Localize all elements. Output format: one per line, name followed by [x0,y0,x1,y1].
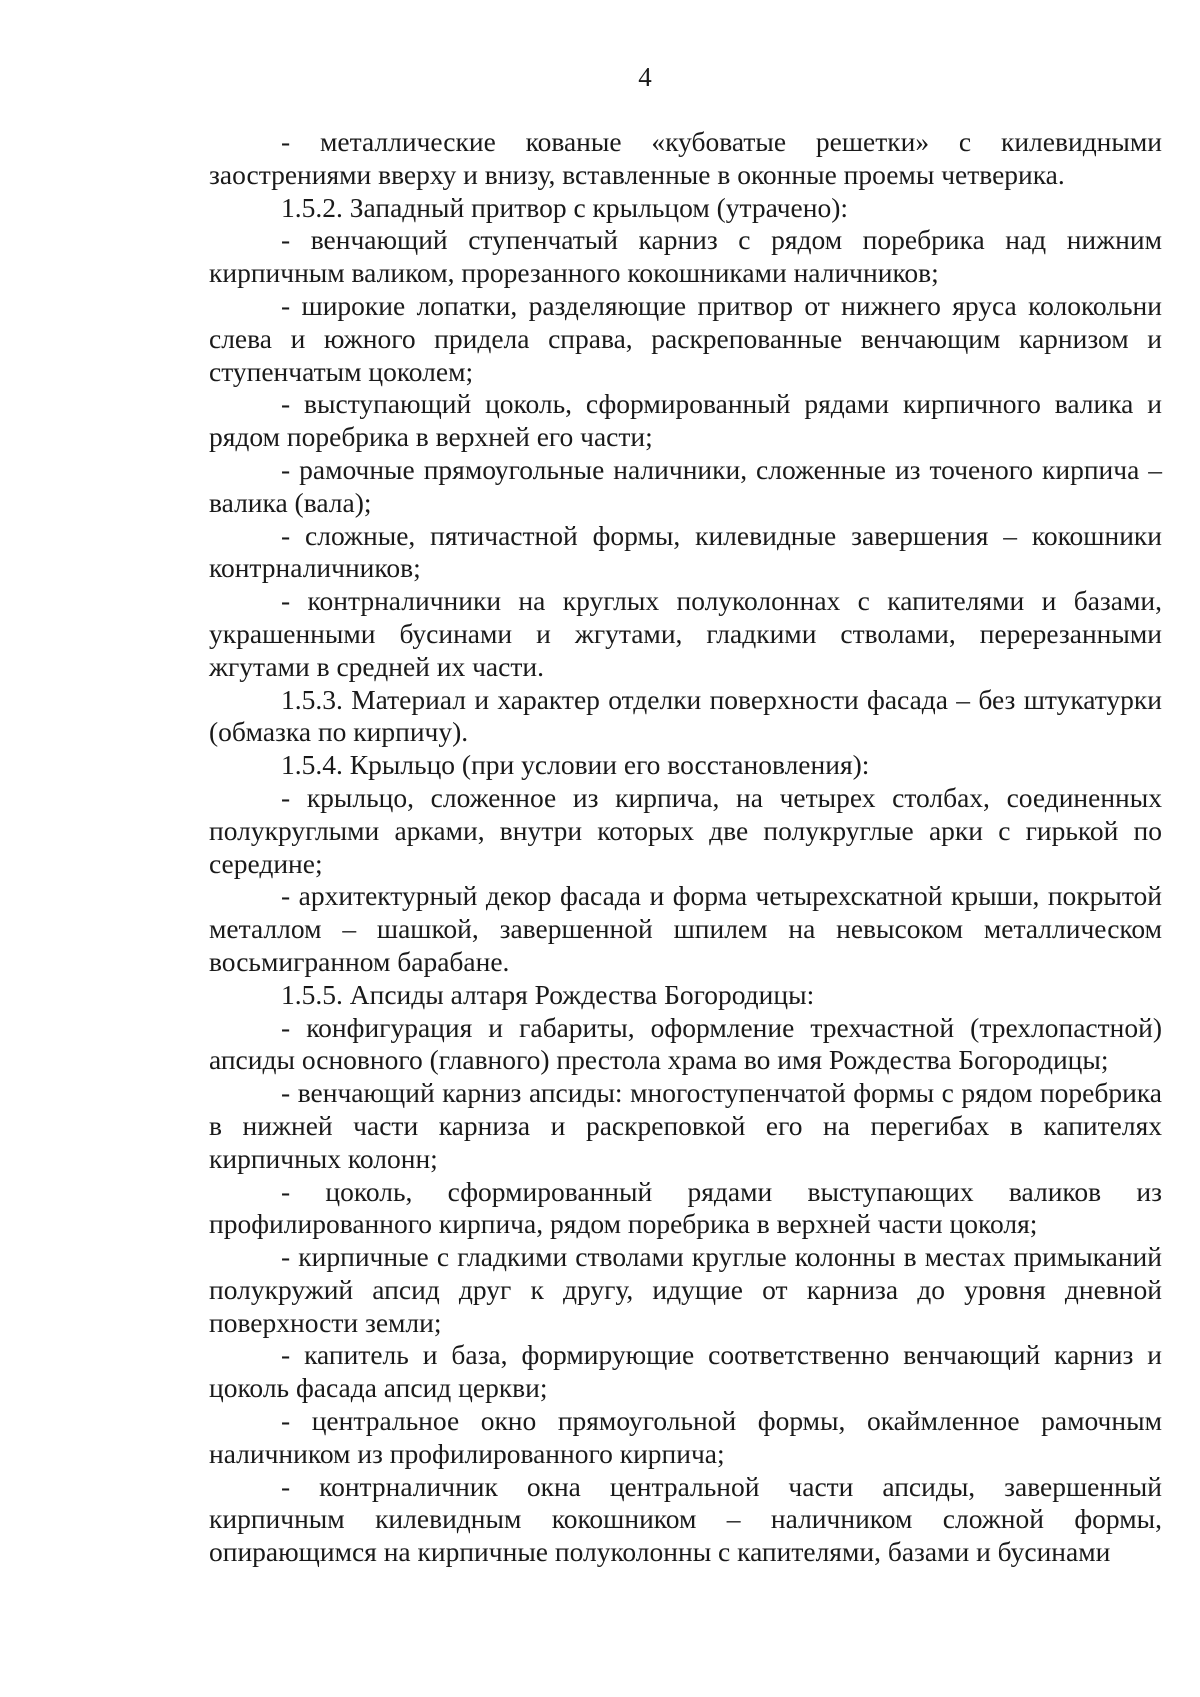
paragraph-porch: - крыльцо, сложенное из кирпича, на четырех столбах, соединенных полукруглыми арками, внутри которых две полукруглые арки с гирькой по середине; [209,781,1162,879]
paragraph-capital-base: - капитель и база, формирующие соответственно венчающий карниз и цоколь фасада апсид церкви; [209,1339,1162,1404]
paragraph-window-counter-architrave: - контрналичник окна центральной части апсиды, завершенный кирпичным килевидным кокошником – наличником сложной формы, опирающимся на кирпичные полуколонны с капителями, базами и бусинами [209,1470,1162,1568]
page-number: 4 [638,62,652,92]
paragraph-porch-roof: - архитектурный декор фасада и форма четырехскатной крыши, покрытой металлом – шашкой, завершенной шпилем на невысоком металлическом восьмигранном барабане. [209,880,1162,977]
section-heading-1-5-5: 1.5.5. Апсиды алтаря Рождества Богородицы: [281,978,815,1010]
section-heading-1-5-3: 1.5.3. Материал и характер отделки поверхности фасада – без штукатурки (обмазка по кирпичу). [209,683,1162,748]
paragraph-central-window: - центральное окно прямоугольной формы, окаймленное рамочным наличником из профилированного кирпича; [209,1405,1162,1469]
paragraph-wide-pilasters: - широкие лопатки, разделяющие притвор от нижнего яруса колокольни слева и южного придела справа, раскрепованные венчающим карнизом и ступенчатым цоколем; [209,289,1162,387]
paragraph-frame-architraves: - рамочные прямоугольные наличники, сложенные из точеного кирпича – валика (вала); [209,453,1162,518]
paragraph-grilles: - металлические кованые «кубоватые решетки» с килевидными заострениями вверху и внизу, вставленные в оконные проемы четверика. [209,126,1162,190]
paragraph-apse-plinth: - цоколь, сформированный рядами выступающих валиков из профилированного кирпича, рядом поребрика в верхней части цоколя; [209,1175,1162,1240]
paragraph-counter-architraves: - контрналичники на круглых полуколоннах с капителями и базами, украшенными бусинами и жгутами, гладкими стволами, перерезанными жгутами в средней их части. [209,585,1162,682]
paragraph-crowning-cornice: - венчающий ступенчатый карниз с рядом поребрика над нижним кирпичным валиком, прорезанного кокошниками наличников; [209,224,1162,289]
paragraph-kokoshniks: - сложные, пятичастной формы, килевидные завершения – кокошники контрналичников; [209,519,1162,584]
section-heading-1-5-2: 1.5.2. Западный притвор с крыльцом (утрачено): [281,191,849,223]
paragraph-apse-configuration: - конфигурация и габариты, оформление трехчастной (трехлопастной) апсиды основного (главного) престола храма во имя Рождества Богородицы; [209,1011,1162,1076]
document-body [209,126,1162,1569]
paragraph-protruding-plinth: - выступающий цоколь, сформированный рядами кирпичного валика и рядом поребрика в верхней его части; [209,388,1162,453]
section-heading-1-5-4: 1.5.4. Крыльцо (при условии его восстановления): [281,749,870,781]
paragraph-apse-cornice: - венчающий карниз апсиды: многоступенчатой формы с рядом поребрика в нижней части карниза и раскреповкой его на перегибах в капителях кирпичных колонн; [209,1077,1162,1174]
paragraph-brick-columns: - кирпичные с гладкими стволами круглые колонны в местах примыканий полукружий апсид друг к другу, идущие от карниза до уровня дневной поверхности земли; [209,1241,1162,1338]
